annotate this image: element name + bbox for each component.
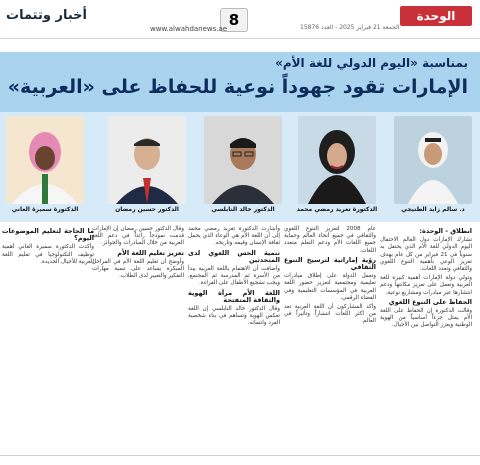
column-2 [284,226,376,328]
article-headline: الإمارات تقود جهوداً نوعية للحفاظ على «العربية» [7,76,468,98]
column-3 [188,226,280,330]
photo-khaled [204,116,282,204]
section-title: أخبار وتتمات [6,8,87,23]
issue-info: الجمعة 21 فبراير 2025 - العدد 15876 [300,24,400,31]
photo-strip [0,112,480,222]
portrait-icon [394,116,472,204]
photo-samira [6,116,84,204]
portrait-icon [6,116,84,204]
photo-hussein [108,116,186,204]
column-text: وقال الدكتور حسين رمضان إن الإمارات قدمت نموذجاً رائداً في دعم اللغة العربية من خلال المبادرات والجوائز. [92,226,184,247]
page-header [0,0,480,39]
column-text: وقالت الدكتورة إن الحفاظ على اللغة الأم يمثل جزءاً أساسياً من الهوية الوطنية ويعزز التواصل بين الأجيال. [380,308,472,329]
photo-salem [394,116,472,204]
page-number: 8 [220,8,248,32]
caption-2: الدكتورة تغريد رمضي محمد [296,206,378,213]
column-heading: تعزيز تعليم اللغة الأم [117,248,184,257]
column-text: تشارك الإمارات دول العالم الاحتفال اليوم الدولي للغة الأم الذي يحتفل به سنوياً في 21 فبراير من كل عام بهدف تعزيز الوعي بأهمية التنوع اللغوي والثقافي وتعدد اللغات. [380,237,472,273]
column-heading: انطلاق - الوحدة: [419,227,472,235]
caption-4: الدكتور حسين رمضان [115,206,179,213]
newspaper-logo: الوحدة [400,6,472,26]
column-heading: رؤية إماراتية لترسيخ التنوع الثقافي [284,255,376,272]
column-text: وتولي دولة الإمارات أهمية كبيرة للغة العربية وتعمل على تعزيز مكانتها ودعم انتشارها عبر مبادرات ومشاريع نوعية. [380,275,472,296]
column-5 [2,226,94,268]
article-subtitle: بمناسبة «اليوم الدولي للغة الأم» [275,56,468,70]
photo-taghreed [298,116,376,204]
column-text: عام 2008 لتعزيز التنوع اللغوي والثقافي في جميع أنحاء العالم وحماية جميع اللغات الأم ودعم التعلم متعدد اللغات. [284,226,376,254]
column-heading: الحفاظ على التنوع اللغوي [388,297,472,306]
portrait-icon [108,116,186,204]
column-text: وأكد المشاركون أن اللغة العربية تعد من أكثر اللغات انتشاراً وتأثيراً في العالم. [284,304,376,325]
column-text: وتعمل الدولة على إطلاق مبادرات تعليمية ومجتمعية لتعزيز حضور اللغة العربية في المؤسسات التعليمية وفي الفضاء الرقمي. [284,273,376,301]
column-text: وقال الدكتور خالد النابلسي إن اللغة تعكس الهوية وتساهم في بناء شخصية الفرد وانتمائه. [188,306,280,327]
column-heading: تنمية الحس اللغوي لدى المتحدثين [188,248,280,264]
column-heading: اللغة الأم مرآة الهوية والثقافة المتفتحة [188,288,280,304]
column-text: وأوضح أن تعليم اللغة الأم في المراحل المبكرة يساعد على تنمية مهارات التفكير والتعبير لدى الطلاب. [92,258,184,280]
column-heading: ما الحاجة لتعليم الموضوعات اليوم؟ [2,227,94,243]
caption-5: الدكتورة سميرة العاني [11,206,79,213]
caption-1: د. سالم زايد الطنيجي [401,206,465,213]
portrait-icon [298,116,376,204]
website-url[interactable]: www.alwahdanews.ae [150,25,228,33]
column-text: وأكدت الدكتورة سميرة العاني أهمية توظيف التكنولوجيا في تعليم اللغة العربية للأجيال الجديدة. [2,244,94,265]
column-4 [92,226,184,282]
portrait-icon [204,116,282,204]
column-text: وأضافت أن الاهتمام باللغة العربية يبدأ من الأسرة ثم المدرسة ثم المجتمع، ويجب تشجيع الأطفال على القراءة. [188,266,280,287]
column-text: وأشارت الدكتورة تغريد رمضي محمد إلى أن اللغة الأم هي الوعاء الذي يحمل ثقافة الإنسان وقيمه وتاريخه. [188,226,280,247]
column-1 [380,226,472,332]
caption-3: الدكتور خالد النابلسي [211,206,275,213]
